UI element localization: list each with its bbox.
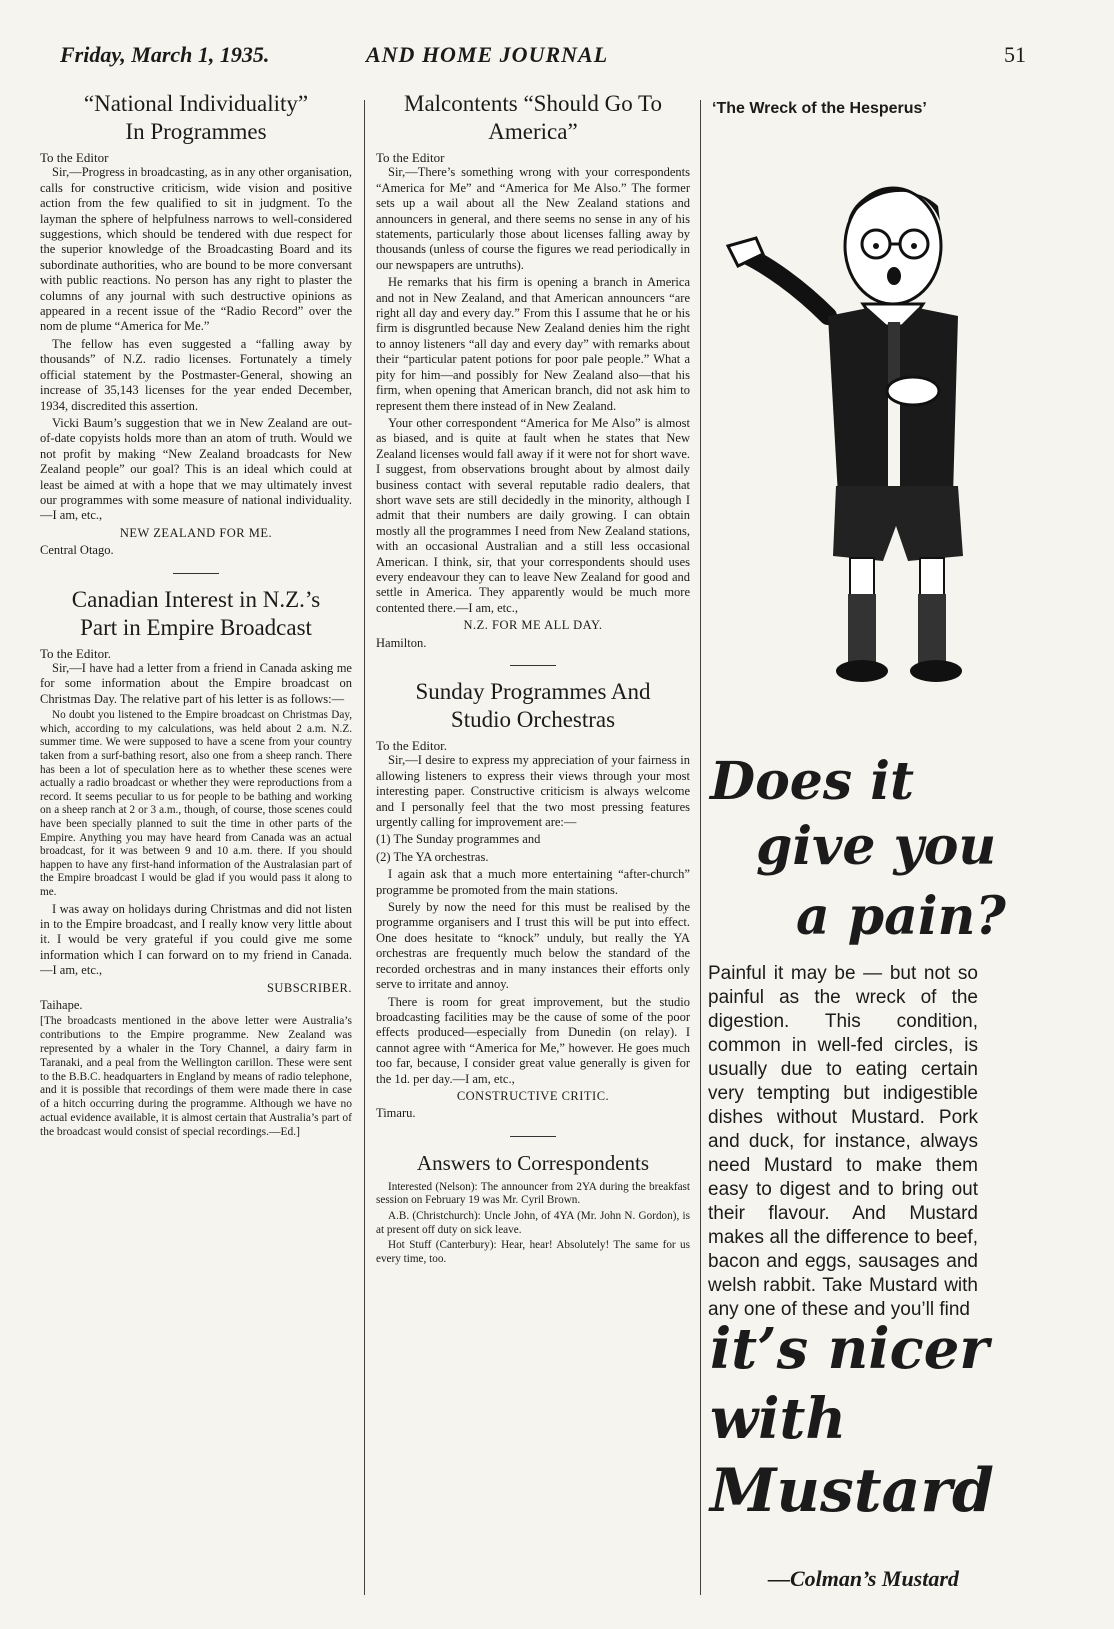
reply: A.B. (Christchurch): Uncle John, of 4YA (Mr. John N. Gordon), is at present off duty on sick leave. <box>376 1209 690 1236</box>
ad-tagline: Mustard <box>710 1456 994 1526</box>
signature: CONSTRUCTIVE CRITIC. <box>456 1088 610 1103</box>
salutation: To the Editor. <box>376 738 447 753</box>
paragraph: Surely by now the need for this must be realised by the programme organisers and I trust this will be put into effect. One does hesitate to “knock” unduly, but really the YA orchestras are frequently much below the standard of the recorded orchestras and in many instances their efforts only serve to irritate and annoy. <box>376 900 690 992</box>
editor-note: [The broadcasts mentioned in the above letter were Australia’s contributions to the Empire programme. New Zealand was represented by a whaler in the Tory Channel, a dairy farm in Taranaki, and a peal from the Wellington carillon. These were sent to the B.B.C. headquarters in England by means of radio telephone, and it is possible that recordings of them were made there in case of a hitch occurring during the programme. Although we have no actual evidence available, it is almost certain that Australia’s part of the broadcast would consist of special recordings.—Ed.] <box>40 1015 352 1138</box>
location: Central Otago. <box>40 543 114 558</box>
paragraph: Sir,—I have had a letter from a friend in Canada asking me for some information about the Empire broadcast on Christmas Day. The relative part of his letter is as follows:— <box>40 660 352 706</box>
paragraph: He remarks that his firm is opening a branch in America and not in New Zealand, and that American announcers “are right all day and every day.” From this I assume that he or his firm is disgruntled because New Zealand denies him the right to annoy listeners “all day and every day” with remarks about their “particular patent potions for poor pale people.” What a pity for him—and possibly for New Zealand also—that his firm, when opening that American branch, did not ask him to represent them there instead of in New Zealand. <box>376 275 690 413</box>
paragraph: Sir,—Progress in broadcasting, as in any other organisation, calls for constructive criticism, wide vision and positive action from the few qualified to sit in judgment. To the layman the sphere of helpfulness narrows to well-considered suggestions, which should be tendered with due respect for the superior knowledge of the Broadcasting Board and its subordinate authorities, who are bound to be more conversant with public reactions. No person has any right to plaster the columns of any journal with such destructive opinions as appeared in a recent issue of the “Radio Record” over the nom de plume “America for Me.” <box>40 165 352 334</box>
journal-name: AND HOME JOURNAL <box>366 42 609 67</box>
article-headline: Sunday Programmes And Studio Orchestras <box>415 679 651 732</box>
issue-date: Friday, March 1, 1935. <box>60 42 270 67</box>
salutation: To the Editor <box>376 150 445 165</box>
paragraph: There is room for great improvement, but the studio broadcasting facilities may be the cause of some of the poor effects produced—especially from Dunedin (on relay). I cannot agree with “America for Me,” however. He goes much too far, because, I consider great value generally is given for the 1d. per day.—I am, etc., <box>376 994 690 1086</box>
column-rule <box>700 100 701 1595</box>
paragraph: I again ask that a much more entertaining “after-church” programme be promoted from the main stations. <box>376 867 690 897</box>
ad-tagline: with <box>710 1386 847 1452</box>
article-headline: Malcontents “Should Go To America” <box>404 91 662 144</box>
location: Hamilton. <box>376 635 427 650</box>
divider <box>510 1136 556 1137</box>
reply: Interested (Nelson): The announcer from 2YA during the breakfast session on February 19 was Mr. Cyril Brown. <box>376 1180 690 1207</box>
signature: SUBSCRIBER. <box>266 980 352 995</box>
column-middle <box>376 86 690 1268</box>
salutation: To the Editor. <box>40 645 111 661</box>
divider <box>510 665 556 666</box>
mustard-advertisement <box>708 96 1074 1606</box>
ad-body-copy: Painful it may be — but not so painful as the wreck of the digestion. This condition, common in well-fed circles, is usually due to eating certain very tempting but indigestible dishes without Mustard. Pork and duck, for instance, always need Mustard to make them easy to digest and to bring out their flavour. And Mustard makes all the difference to beef, bacon and eggs, sausages and welsh rabbit. Take Mustard with any one of these and you’ll find <box>708 963 978 1320</box>
signature: NEW ZEALAND FOR ME. <box>119 525 273 540</box>
article-headline: “National Individuality” In Programmes <box>83 91 309 144</box>
ad-tagline: it’s nicer <box>710 1316 989 1382</box>
list-item: (2) The YA orchestras. <box>376 849 489 864</box>
salutation: To the Editor <box>40 150 109 165</box>
ad-headline: Does it <box>710 751 915 812</box>
paragraph: Sir,—I desire to express my appreciation of your fairness in allowing listeners to express their views through your most interesting paper. Constructive criticism is always welcome and I personally feel that the two most pressing features urgently calling for improvement are:— <box>376 753 690 830</box>
paragraph: Your other correspondent “America for Me Also” is almost as biased, and is quite at fault when he states that New Zealand licenses would fall away if it were not for short wave. I suggest, from observations brought about by almost daily business contact with several reputable radio dealers, that short wave sets are still decidedly in the minority, although I admit that their numbers are daily growing. I can obtain mostly all the programmes I need from New Zealand stations, with an occasional Australian and a still less occasional American. I think, sir, that your correspondents should uses every endeavour they can to leave New Zealand for good and settle in America. They apparently would be much more contented there.—I am, etc., <box>376 415 690 615</box>
paragraph: Vicki Baum’s suggestion that we in New Zealand are out-of-date copyists holds more than an atom of truth. Would we not profit by making “New Zealand broadcasts for New Zealand people” our goal? This is an ideal which could at least be aimed at with a hope that we may ultimately invest our programmes with some measure of national individuality.—I am, etc., <box>40 415 352 523</box>
ad-title: ‘The Wreck of the Hesperus’ <box>712 100 927 117</box>
quoted-letter: No doubt you listened to the Empire broadcast on Christmas Day, which, according to my calculations, was held about 2 a.m. N.Z. summer time. We were supposed to have a scene from your country taken from a surf-bathing resort, also one from a sheep ranch. There has been a lot of speculation here as to whether these scenes were actually a radio broadcast or whether they were reproductions from a record. It seems peculiar to us for people to be bathing and working on a sheep ranch at 2 or 3 a.m., though, of course, those scenes could have been specially planned to suit the time in other parts of the Empire. Anything you may have heard from Canada was an actual broadcast, for it was between 9 and 10 a.m. there. If you should happen to have any first-hand information of the Australasian part of the Empire broadcast I would be glad if you would pass it along to me. <box>40 709 352 898</box>
paragraph: I was away on holidays during Christmas and did not listen in to the Empire broadcast, and I really know very little about it. I would be very grateful if you could give me some information which I can forward on to my friend in Canada.—I am, etc., <box>40 901 352 978</box>
paragraph: The fellow has even suggested a “falling away by thousands” of N.Z. radio licenses. Fortunately a timely official statement by the Postmaster-General, showing an increase of 35,143 licenses for the year ended December, 1934, discredited this assertion. <box>40 336 352 413</box>
article-headline: Answers to Correspondents <box>416 1150 650 1175</box>
ad-brand-credit: —Colman’s Mustard <box>768 1566 959 1591</box>
ad-headline: give you <box>756 816 997 877</box>
page-number: 51 <box>1004 42 1026 67</box>
ad-headline: a pain? <box>796 886 1006 947</box>
divider <box>173 573 219 574</box>
list-item: (1) The Sunday programmes and <box>376 832 541 847</box>
boy-reciting-illustration <box>708 126 1074 706</box>
page-header <box>60 42 1060 76</box>
paragraph: Sir,—There’s something wrong with your correspondents “America for Me” and “America for Me Also.” The former sets up a wail about all the New Zealand stations and announcers in general, and there seems no sense in any of his statements, particularly those about licenses falling away by thousands (unless of course the figures we read periodically in our newspapers are untruths). <box>376 165 690 272</box>
location: Timaru. <box>376 1106 416 1121</box>
column-rule <box>364 100 365 1595</box>
signature: N.Z. FOR ME ALL DAY. <box>463 618 603 633</box>
article-headline: Canadian Interest in N.Z.’s Part in Empire Broadcast <box>71 586 321 640</box>
location: Taihape. <box>40 997 83 1012</box>
reply: Hot Stuff (Canterbury): Hear, hear! Absolutely! The same for us every time, too. <box>376 1239 690 1265</box>
column-left <box>40 86 352 1140</box>
